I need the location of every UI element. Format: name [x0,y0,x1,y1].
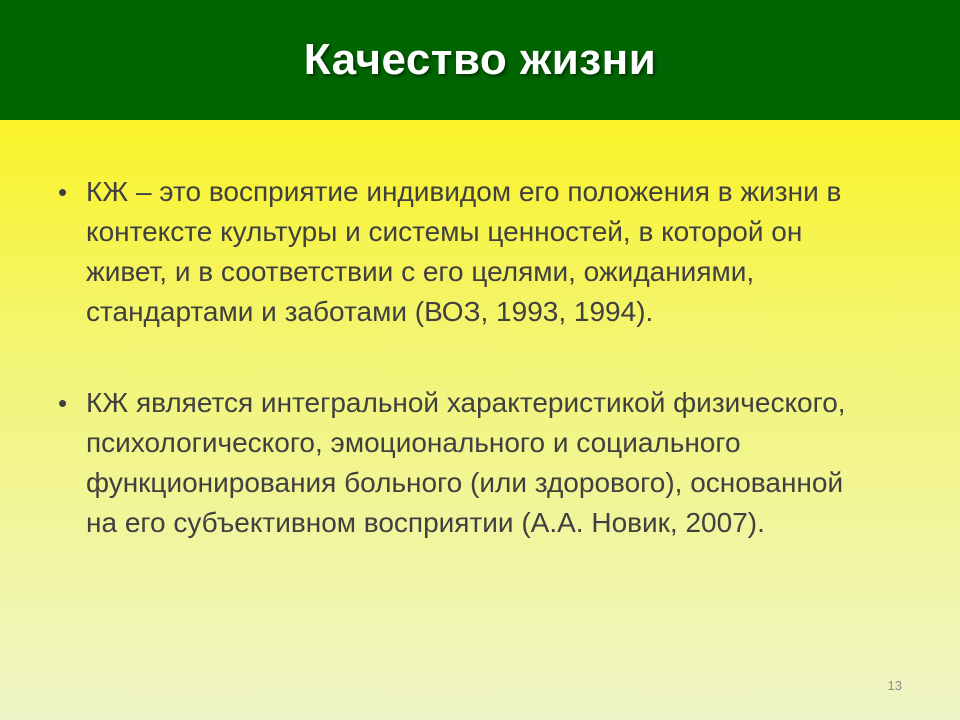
slide-title: Качество жизни [303,35,657,84]
bullet-dot-icon: • [58,177,68,207]
bullet-dot-icon: • [58,388,68,418]
bullet-item-1 [58,172,878,332]
slide-content [58,172,878,543]
title-bar [0,0,960,120]
bullet-item-2 [58,383,878,543]
bullet-text-1: КЖ – это восприятие индивидом его положения в жизни в контексте культуры и системы ценностей, в которой он живет, и в соответствии с его целями, ожиданиями, стандартами и заботами (ВОЗ, 1993, 1994). [86,176,842,327]
page-number: 13 [887,678,902,693]
bullet-text-2: КЖ является интегральной характеристикой физического, психологического, эмоционального и социального функционирования больного (или здорового), основанной на его субъективном восприятии (А.А. Новик, 2007). [86,387,846,538]
